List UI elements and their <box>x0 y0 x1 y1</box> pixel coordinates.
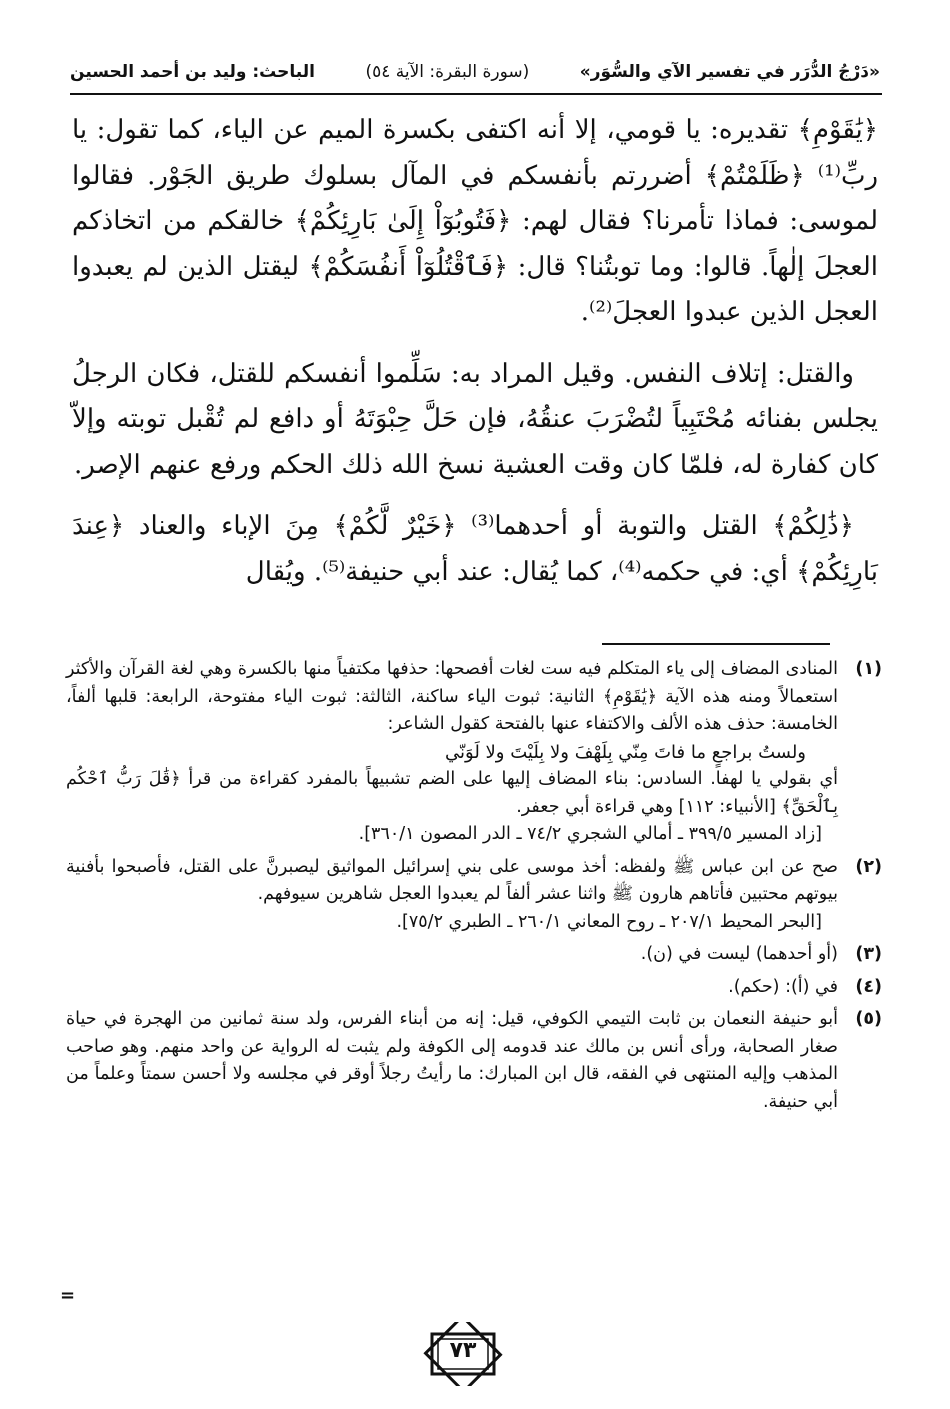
page-number: ٧٣ <box>449 1338 477 1363</box>
footnote-text: المنادى المضاف إلى ياء المتكلم فيه ست لغات أفصحها: حذفها مكتفياً منها بالكسرة وهي لغة القرآن والأكثر استعمالاً ومنه هذه الآية ﴿يَٰقَوْمِ﴾ الثانية: ثبوت الياء ساكنة، الثالثة: ثبوت الياء مفتوحة، الرابعة: قلبها ألفاً، الخامسة: حذف هذه الألف والاكتفاء عنها بالفتحة كقول الشاعر: <box>66 659 838 734</box>
footnote-source: [البحر المحيط ٢٠٧/١ ـ روح المعاني ٢٦٠/١ ـ الطبري ٧٥/٢]. <box>396 911 822 932</box>
footnote-number: (١) <box>855 659 882 679</box>
footnote-3 <box>66 941 882 969</box>
footnote-2 <box>66 854 882 937</box>
footnote-text: صح عن ابن عباس ﷺ ولفظه: أخذ موسى على بني إسرائيل المواثيق ليصبرنَّ على القتل، فأصبحوا بأفنية بيوتهم محتبين فأتاهم هارون ﷺ واثنا عشر ألفاً لم يعبدوا العجل شاهرين سيوفهم. <box>66 856 838 904</box>
footnote-text-continued: أي بقولي يا لهفا. السادس: بناء المضاف إليها على الضم تشبيهاً بالمفرد كقراءة من قرأ ﴿قَٰلَ رَبُّ ٱحْكُم بِٱلْحَقِّ﴾ [الأنبياء: ١١٢] وهي قراءة أبي جعفر. <box>66 769 838 817</box>
footnote-text: في (أ): (حكم). <box>728 976 838 997</box>
page-number-ornament <box>420 1322 506 1386</box>
main-paragraph-1: ﴿يَٰقَوْمِ﴾ تقديره: يا قومي، إلا أنه اكتفى بكسرة الميم عن الياء، كما تقول: يا ربِّ⁽¹⁾ ﴿ظَلَمْتُمْ﴾ أضررتم بأنفسكم في المآل بسلوك طريق الجَوْر. فقالوا لموسى: فماذا تأمرنا؟ فقال لهم: ﴿فَتُوبُوٓاْ إِلَىٰ بَارِئِكُمْ﴾ خالقكم من اتخاذكم العجلَ إلٰهاً. قالوا: وما توبتُنا؟ قال: ﴿فَٱقْتُلُوٓاْ أَنفُسَكُمْ﴾ ليقتل الذين لم يعبدوا العجل الذين عبدوا العجلَ⁽²⁾. <box>72 115 878 327</box>
footnote-separator <box>602 643 830 645</box>
continuation-mark: = <box>60 1285 76 1306</box>
main-text <box>72 108 878 595</box>
header-sura-reference: (سورة البقرة: الآية ٥٤) <box>365 62 530 82</box>
header-book-title: «دَرْجُ الدُّرَر في تفسير الآي والسُّوَر» <box>579 62 880 82</box>
main-paragraph-2: والقتل: إتلاف النفس. وقيل المراد به: سَلِّموا أنفسكم للقتل، فكان الرجلُ يجلس بفنائه مُحْتَبِياً لتُضْرَبَ عنقُهُ، فإن حَلَّ حِبْوَتَهُ أو دافع لم تُقْبل توبته وإلاّ كان كفارة له، فلمّا كان وقت العشية نسخ الله ذلك الحكم ورفع عنهم الإصر. <box>72 358 878 480</box>
footnote-number: (٤) <box>855 976 882 997</box>
footnote-source: [زاد المسير ٣٩٩/٥ ـ أمالي الشجري ٧٤/٢ ـ الدر المصون ٣٦٠/١]. <box>358 824 822 844</box>
main-paragraph-3: ﴿ذَٰلِكُمْ﴾ القتل والتوبة أو أحدهما⁽³⁾ ﴿خَيْرٌ لَّكُمْ﴾ مِنَ الإباء والعناد ﴿عِندَ بَارِئِكُمْ﴾ أي: في حكمه⁽⁴⁾، كما يُقال: عند أبي حنيفة⁽⁵⁾. ويُقال <box>72 511 878 587</box>
footnotes <box>66 656 882 1121</box>
header-author: الباحث: وليد بن أحمد الحسين <box>70 62 315 82</box>
footnote-1 <box>66 656 882 849</box>
footnote-text: (أو أحدهما) ليست في (ن). <box>640 944 838 964</box>
footnote-number: (٣) <box>855 944 882 964</box>
footnote-number: (٢) <box>855 856 882 877</box>
footnote-5 <box>66 1006 882 1116</box>
header-rule <box>70 93 882 95</box>
footnote-number: (٥) <box>855 1009 882 1029</box>
footnote-text: أبو حنيفة النعمان بن ثابت التيمي الكوفي، قيل: إنه من أبناء الفرس، ولد سنة ثمانين من الهجرة في حياة صغار الصحابة، ورأى أنس بن مالك عند قدومه إلى الكوفة ولم يثبت له الرواية عن واحد منهم. وهو صاحب المذهب وإليه المنتهى في الفقه، قال ابن المبارك: ما رأيتُ رجلاً أوقر في مجلسه ولا أحسن سمتاً وعلماً من أبي حنيفة. <box>66 1009 838 1112</box>
footnote-4 <box>66 974 882 1002</box>
running-header <box>70 54 880 90</box>
poetry-verse: ولستُ براجعٍ ما فاتَ مِنّي بِلَهْفَ ولا بِلَيْتَ ولا لَوَنّي <box>445 741 806 763</box>
